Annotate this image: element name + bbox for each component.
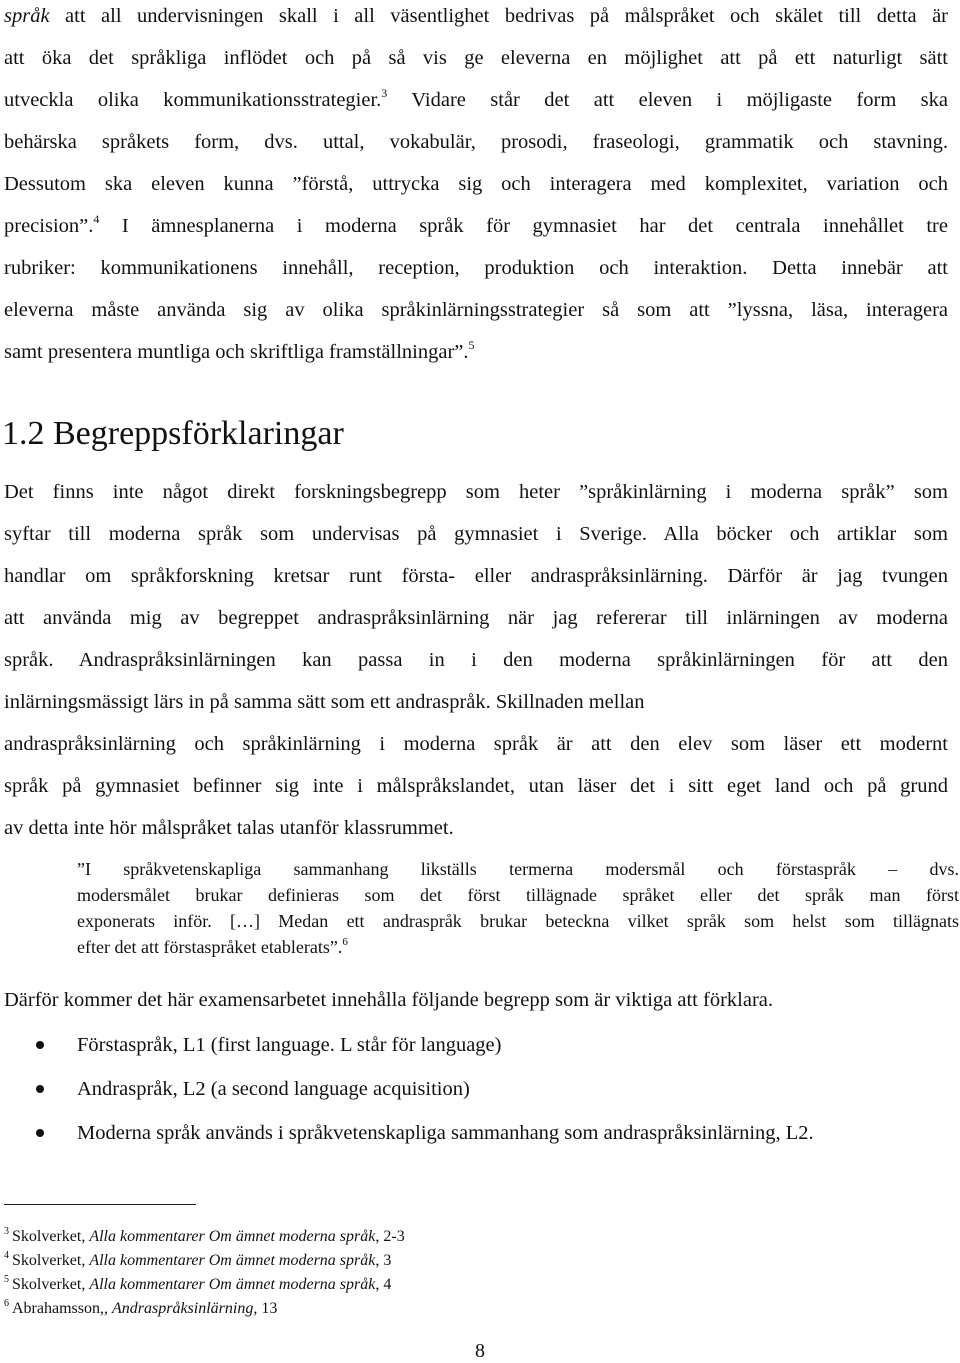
bullet-icon: [36, 1129, 44, 1137]
footnote: $^6$ Abrahamsson,, Andraspråksinlärning, 13: [4, 1298, 278, 1317]
quote-line: exponerats inför. […] Medan ett andraspråk brukar beteckna vilket språk som helst som tillägnats: [77, 911, 959, 931]
bullet-icon: [36, 1041, 44, 1049]
quote-line: modersmålet brukar definieras som det först tillägnade språket eller det språk man först: [77, 885, 959, 905]
intro-sentence: Därför kommer det här examensarbetet innehålla följande begrepp som är viktiga att förklara.: [4, 989, 774, 1011]
paragraph-1-line: samt presentera muntliga och skriftliga framställningar”.$^5$: [4, 338, 475, 363]
paragraph-1-line: rubriker: kommunikationens innehåll, reception, produktion och interaktion. Detta innebär att: [4, 257, 948, 279]
paragraph-1-line: behärska språkets form, dvs. uttal, vokabulär, prosodi, fraseologi, grammatik och stavning.: [4, 131, 948, 153]
list-item: [0, 1120, 960, 1148]
footnote: $^5$ Skolverket, Alla kommentarer Om ämnet moderna språk, 4: [4, 1274, 392, 1293]
paragraph-2-line: Det finns inte något direkt forskningsbegrepp som heter ”språkinlärning i moderna språk” som: [4, 481, 948, 503]
paragraph-2-line: att använda mig av begreppet andraspråksinlärning när jag refererar till inlärningen av moderna: [4, 607, 948, 629]
footnote-ref[interactable]: 6: [342, 936, 348, 948]
footnote-ref[interactable]: 3: [381, 86, 388, 100]
paragraph-1-line: precision”.$^4$ I ämnesplanerna i moderna språk för gymnasiet har det centrala innehållet tre: [4, 212, 948, 237]
paragraph-1-line: eleverna måste använda sig av olika språkinlärningsstrategier så som att ”lyssna, läsa, interagera: [4, 299, 948, 321]
list-item-text: Moderna språk används i språkvetenskapliga sammanhang som andraspråksinlärning, L2.: [77, 1122, 814, 1144]
quote-line: efter det att förstaspråket etablerats”.$^6$: [77, 936, 348, 957]
paragraph-2-line: inlärningsmässigt lärs in på samma sätt som ett andraspråk. Skillnaden mellan: [4, 691, 645, 713]
bullet-icon: [36, 1085, 44, 1093]
page-number: 8: [475, 1340, 485, 1362]
paragraph-2-line: syftar till moderna språk som undervisas på gymnasiet i Sverige. Alla böcker och artiklar som: [4, 523, 948, 545]
paragraph-2-line: språk. Andraspråksinlärningen kan passa in i den moderna språkinlärningen för att den: [4, 649, 948, 671]
paragraph-1-line: språk att all undervisningen skall i all väsentlighet bedrivas på målspråket och skälet till detta är: [4, 5, 948, 27]
list-item-text: Förstaspråk, L1 (first language. L står för language): [77, 1034, 502, 1056]
list-item-text: Andraspråk, L2 (a second language acquisition): [77, 1078, 470, 1100]
section-heading: 1.2 Begreppsförklaringar: [2, 415, 344, 452]
paragraph-1-line: utveckla olika kommunikationsstrategier.$^3$ Vidare står det att eleven i möjligaste form ska: [4, 86, 948, 111]
list-item: [0, 1032, 960, 1060]
footnote-ref[interactable]: 4: [93, 212, 100, 226]
footnote: $^4$ Skolverket, Alla kommentarer Om ämnet moderna språk, 3: [4, 1250, 392, 1269]
paragraph-2-line: handlar om språkforskning kretsar runt första- eller andraspråksinlärning. Därför är jag tvungen: [4, 565, 948, 587]
paragraph-1-line: Dessutom ska eleven kunna ”förstå, uttrycka sig och interagera med komplexitet, variation och: [4, 173, 948, 195]
quote-line: ”I språkvetenskapliga sammanhang likställs termerna modersmål och förstaspråk – dvs.: [77, 859, 959, 879]
paragraph-2-line: andraspråksinlärning och språkinlärning i moderna språk är att den elev som läser ett modernt: [4, 733, 948, 755]
paragraph-1-line: att öka det språkliga inflödet och på så vis ge eleverna en möjlighet att på ett naturligt sätt: [4, 47, 948, 69]
footnote-divider: [4, 1204, 196, 1205]
paragraph-2-line: av detta inte hör målspråket talas utanför klassrummet.: [4, 817, 454, 839]
list-item: [0, 1076, 960, 1104]
paragraph-2-line: språk på gymnasiet befinner sig inte i målspråkslandet, utan läser det i sitt eget land och på grund: [4, 775, 948, 797]
footnote: $^3$ Skolverket, Alla kommentarer Om ämnet moderna språk, 2-3: [4, 1226, 405, 1245]
footnote-ref[interactable]: 5: [468, 338, 475, 352]
